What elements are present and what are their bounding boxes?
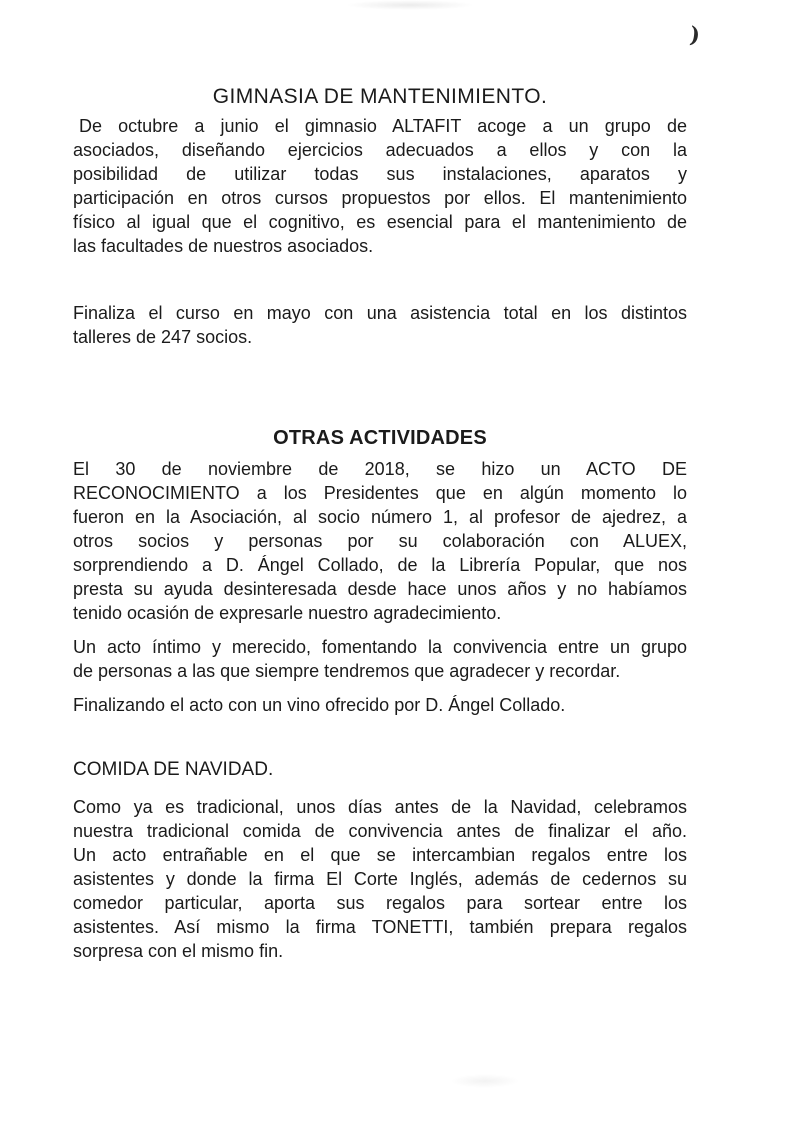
text-line: fueron en la Asociación, al socio número 1, al profesor de ajedrez, a <box>73 507 687 527</box>
text-line: Como ya es tradicional, unos días antes de la Navidad, celebramos <box>73 797 687 817</box>
text-line: nuestra tradicional comida de convivencia antes de finalizar el año. <box>73 821 687 841</box>
paragraph-comida-navidad <box>73 795 687 963</box>
paragraph-acto-reconocimiento <box>73 457 687 625</box>
text-line: talleres de 247 socios. <box>73 327 253 347</box>
text-line: El 30 de noviembre de 2018, se hizo un ACTO DE <box>73 459 687 479</box>
paragraph-gimnasia-intro <box>73 114 687 258</box>
text-line: Un acto entrañable en el que se intercambian regalos entre los <box>73 845 687 865</box>
paragraph-curso-asistencia <box>73 301 687 349</box>
text-line: comedor particular, aporta sus regalos para sortear entre los <box>73 893 687 913</box>
section-heading-gimnasia: GIMNASIA DE MANTENIMIENTO. <box>212 85 548 108</box>
text-line: sorpresa con el mismo fin. <box>73 941 284 961</box>
text-line: de personas a las que siempre tendremos que agradecer y recordar. <box>73 661 621 681</box>
text-line: Finalizando el acto con un vino ofrecido por D. Ángel Collado. <box>73 695 566 715</box>
text-line: participación en otros cursos propuestos por ellos. El mantenimiento <box>73 188 687 208</box>
text-line: RECONOCIMIENTO a los Presidentes que en algún momento lo <box>73 483 687 503</box>
scan-smudge-bottom <box>450 1074 520 1088</box>
scan-smudge-top <box>345 0 475 10</box>
text-line: posibilidad de utilizar todas sus instalaciones, aparatos y <box>73 164 687 184</box>
ink-mark: ) <box>688 20 702 49</box>
text-line: otros socios y personas por su colaboración con ALUEX, <box>73 531 687 551</box>
text-line: tenido ocasión de expresarle nuestro agradecimiento. <box>73 603 502 623</box>
text-line: asistentes y donde la firma El Corte Inglés, además de cedernos su <box>73 869 687 889</box>
section-heading-comida-navidad: COMIDA DE NAVIDAD. <box>73 759 274 780</box>
text-line: asociados, diseñando ejercicios adecuados a ellos y con la <box>73 140 687 160</box>
text-line: presta su ayuda desinteresada desde hace unos años y no habíamos <box>73 579 687 599</box>
text-line: De octubre a junio el gimnasio ALTAFIT acoge a un grupo de <box>79 116 687 136</box>
paragraph-acto-intimo <box>73 635 687 683</box>
text-line: asistentes. Así mismo la firma TONETTI, también prepara regalos <box>73 917 687 937</box>
text-line: físico al igual que el cognitivo, es esencial para el mantenimiento de <box>73 212 687 232</box>
text-line: las facultades de nuestros asociados. <box>73 236 374 256</box>
text-line: Finaliza el curso en mayo con una asistencia total en los distintos <box>73 303 687 323</box>
text-line: Un acto íntimo y merecido, fomentando la convivencia entre un grupo <box>73 637 687 657</box>
paragraph-vino-ofrecido <box>73 693 687 717</box>
section-heading-otras-actividades: OTRAS ACTIVIDADES <box>273 427 487 449</box>
text-line: sorprendiendo a D. Ángel Collado, de la Librería Popular, que nos <box>73 555 687 575</box>
